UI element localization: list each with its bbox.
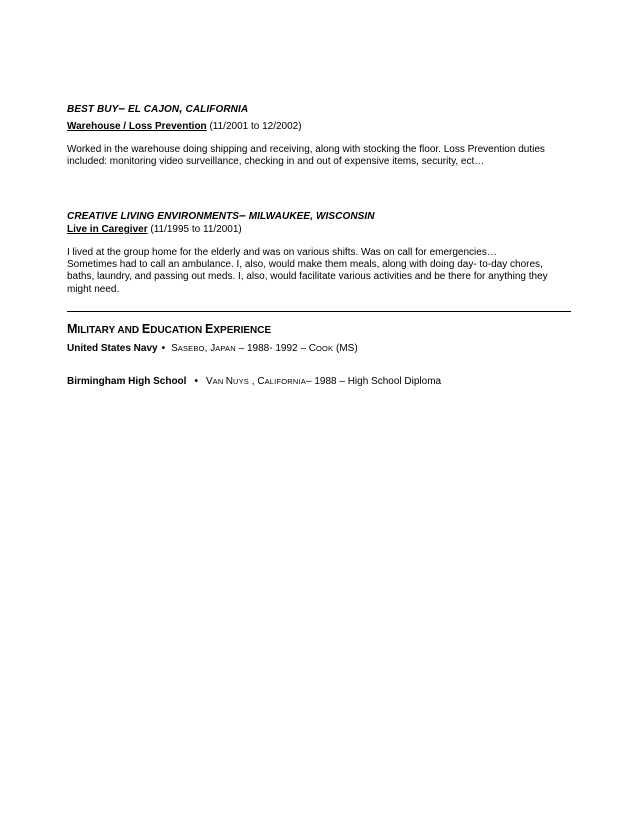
entry-tail: – 1988 – High School Diploma [306, 376, 442, 387]
place-part: ASEBO [177, 344, 205, 353]
job-heading-best-buy [67, 101, 248, 115]
description-line: baths, laundry, and passing out meds. I, also, would facilitate various activities and be there for anything they [67, 271, 548, 283]
description-line: included: monitoring video surveillance, checking in and out of expensive items, security, ect… [67, 156, 485, 168]
education-entry-navy [67, 343, 358, 354]
place-part: APAN [215, 344, 236, 353]
heading-part: E [141, 322, 151, 336]
heading-part: E [205, 322, 214, 336]
employer-name: CREATIVE LIVING ENVIRONMENTS [67, 211, 240, 222]
entry-org: Birmingham High School [67, 376, 187, 387]
description-line: Sometimes had to call an ambulance. I, also, would make them meals, along with doing day- to-day chores, [67, 259, 543, 271]
place-part: UYS [232, 377, 250, 386]
place-part: AN [212, 377, 226, 386]
role-line-creative-living [67, 224, 242, 235]
role-line-best-buy [67, 121, 302, 132]
heading-comma: , [179, 101, 183, 115]
job-heading-creative-living [67, 208, 375, 222]
heading-dash: – [239, 208, 246, 222]
bullet-icon: • [161, 343, 166, 354]
job-description-best-buy [67, 144, 571, 168]
heading-part: ILITARY AND [77, 325, 142, 336]
heading-dash: – [118, 101, 126, 115]
place-part: C [257, 376, 265, 387]
role-title: Live in Caregiver [67, 224, 148, 235]
job-location: MILWAUKEE, WISCONSIN [245, 211, 375, 222]
heading-part: DUCATION [150, 325, 206, 336]
place-part: , [204, 343, 211, 354]
description-line: Worked in the warehouse doing shipping and receiving, along with stocking the floor. Loss Prevention duties [67, 144, 545, 155]
detail-part: C [308, 343, 316, 354]
place-part: J [210, 343, 216, 354]
detail-part: OOK [315, 344, 334, 353]
place-part: S [171, 343, 178, 354]
entry-tail: (MS) [333, 343, 358, 354]
heading-part: M [67, 322, 78, 336]
job-description-creative-living [67, 247, 571, 296]
employer-name: BEST BUY [67, 104, 119, 115]
place-part: , [249, 376, 258, 387]
role-title: Warehouse / Loss Prevention [67, 121, 207, 132]
job-state: CALIFORNIA [182, 104, 249, 115]
entry-years: – 1988- 1992 – [235, 343, 309, 354]
resume-page [67, 0, 571, 826]
description-line: might need. [67, 283, 120, 295]
education-entry-high-school [67, 376, 441, 387]
role-dates: (11/1995 to 11/2001) [147, 224, 242, 235]
bullet-icon: • [194, 376, 198, 387]
job-location: EL CAJON [125, 104, 180, 115]
place-part: V [205, 376, 213, 387]
description-line: I lived at the group home for the elderly and was on various shifts. Was on call for emergencies… [67, 247, 497, 258]
section-heading-military-education [67, 322, 271, 336]
heading-part: XPERIENCE [213, 325, 272, 336]
place-part: ALIFORNIA [264, 377, 306, 386]
place-part: N [225, 376, 233, 387]
entry-org: United States Navy [67, 343, 158, 354]
section-divider [67, 311, 571, 312]
role-dates: (11/2001 to 12/2002) [206, 121, 302, 132]
